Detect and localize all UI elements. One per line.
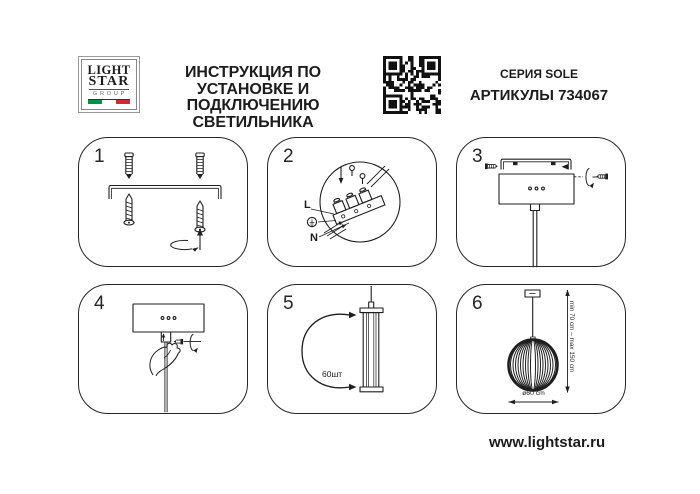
step-2-panel [267,137,437,267]
wall-plug-icon [125,153,133,179]
step-1-illustration [79,138,249,268]
up-arrow-icon [162,333,166,341]
logo-word-star: STAR [88,74,130,89]
italian-flag-icon [88,99,130,104]
wires [324,221,346,239]
canopy-box [133,304,204,342]
ground-icon [307,217,316,226]
step-3-illustration [457,138,627,268]
logo-word-light: LIGHT [87,63,131,77]
step-1-number: 1 [94,146,105,167]
step-4-panel [78,284,248,414]
website-link[interactable]: www.lightstar.ru [489,434,606,451]
wall-plug-icon [196,153,204,179]
quantity-label: 60шт [322,369,343,379]
step-5-number: 5 [283,293,294,314]
lightstar-logo-inner [81,59,137,110]
logo-divider [89,89,129,90]
rotation-arrow-icon [586,169,598,189]
suspension-cable [165,342,167,412]
cable-lines [367,166,389,187]
step-6-panel [456,284,626,414]
qr-code-icon [383,56,441,114]
step-4-number: 4 [94,293,105,314]
mounting-bracket-icon [501,159,571,169]
step-4-illustration [79,285,249,415]
screw-icon [124,194,134,225]
step-2-number: 2 [283,146,294,167]
screw-icon [485,164,498,170]
product-info [458,67,620,104]
neutral-wire-label: N [310,232,318,244]
qr-modules [383,56,441,114]
rotation-arrow-icon [184,335,202,353]
series-label: СЕРИЯ SOLE [500,67,578,81]
flag-white-stripe [102,100,116,104]
screw-icon [350,166,365,184]
pendant-sphere-icon [509,337,558,391]
flag-red-stripe [116,100,130,104]
step-2-illustration [268,138,438,268]
suspension-range-label: min 70 cm – max 150 cm [568,301,575,373]
flag-green-stripe [88,100,102,104]
live-wire-label: L [304,199,311,211]
screw-icon [195,201,205,232]
logo-word-group: GROUP [92,91,128,97]
down-arrow-icon [339,167,344,184]
diameter-dimension-line [509,400,559,404]
screw-icon [596,174,608,180]
page-title-line1: ИНСТРУКЦИЯ ПО УСТАНОВКЕ И [185,64,321,98]
step-6-number: 6 [472,293,483,314]
page-title [138,65,368,131]
step-5-panel [267,284,437,414]
suspension-rod [533,211,537,268]
tube-icon [360,302,383,392]
terminal-block-icon [328,183,385,225]
step-3-panel [456,137,626,267]
step-3-number: 3 [472,146,483,167]
page-title-line2: ПОДКЛЮЧЕНИЮ СВЕТИЛЬНИКА [186,97,320,131]
step-5-illustration [268,285,438,415]
articles-label: АРТИКУЛЫ 734067 [469,87,609,104]
ceiling-mount-icon [525,290,540,297]
step-1-panel [78,137,248,267]
mounting-bracket-icon [109,186,221,200]
lightstar-logo [78,56,140,113]
diameter-label: ø60 cm [522,390,545,397]
canopy-box [499,174,574,211]
magnifier-circle [320,162,400,242]
